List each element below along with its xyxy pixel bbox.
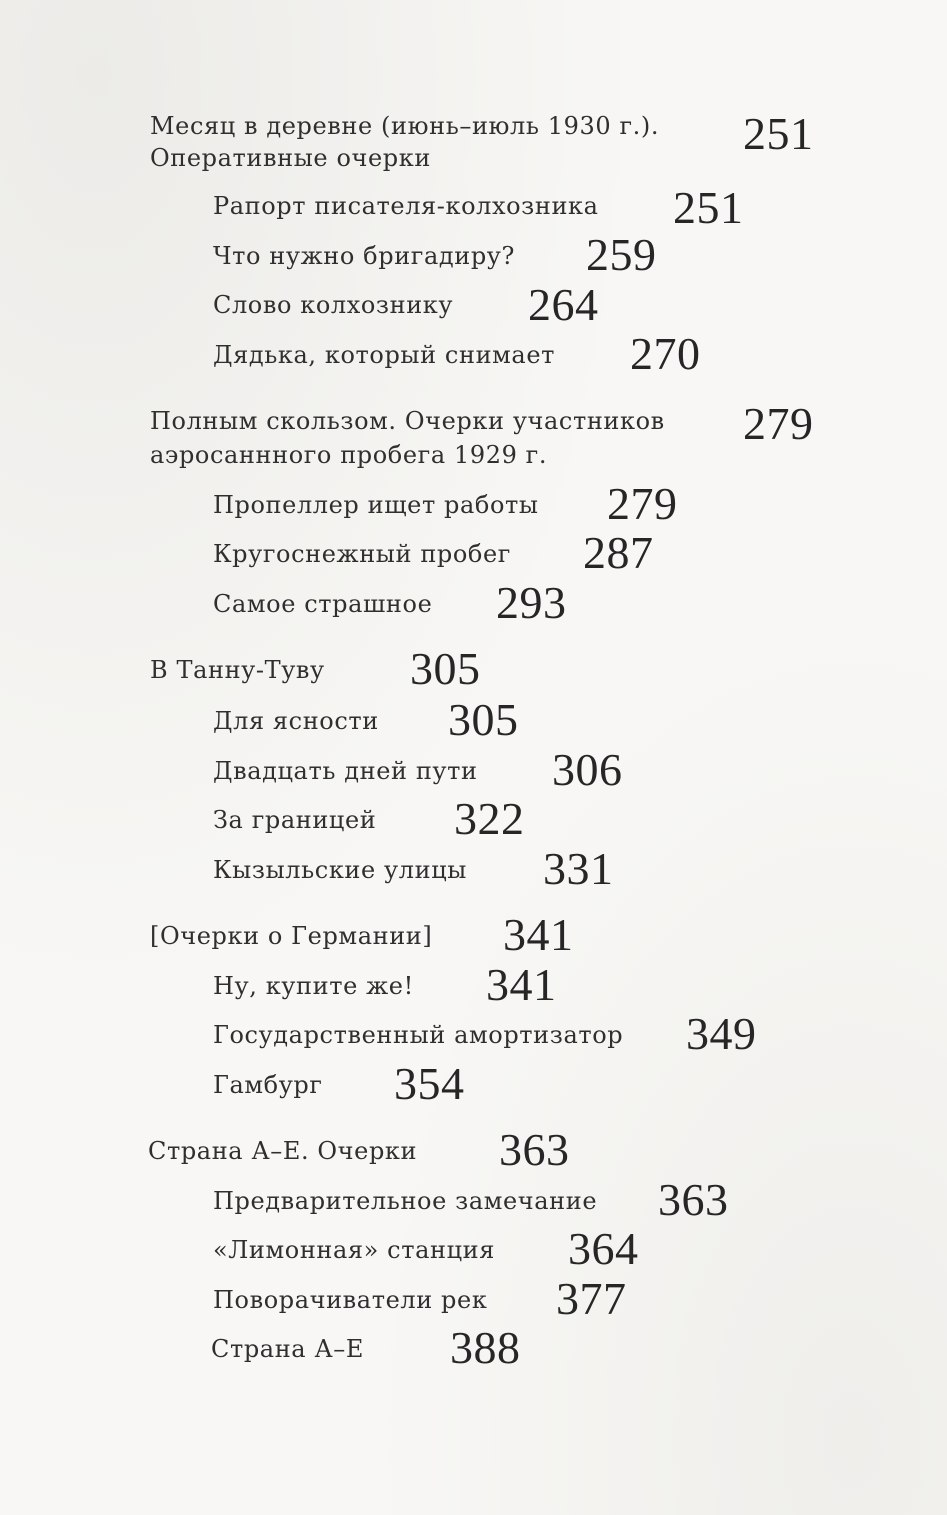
section-2-item-3-title: Самое страшное	[213, 590, 433, 618]
section-1-item-3-page: 264	[528, 279, 599, 330]
section-5-page-number: 363	[499, 1124, 570, 1175]
section-1-item-2-title: Что нужно бригадиру?	[213, 242, 515, 270]
section-5-item-1-page: 363	[658, 1174, 729, 1225]
section-2-item-1-title: Пропеллер ищет работы	[213, 491, 539, 519]
section-1-item-1-title: Рапорт писателя-колхозника	[213, 192, 599, 220]
section-4-item-2-page: 349	[686, 1008, 757, 1059]
section-5-item-4-title: Страна А–Е	[211, 1335, 364, 1363]
section-3-title: В Танну-Туву	[150, 656, 325, 684]
section-5-item-2-page: 364	[568, 1223, 639, 1274]
section-3-page-number: 305	[410, 643, 481, 694]
section-4-title: [Очерки о Германии]	[150, 922, 433, 950]
section-3-item-2-title: Двадцать дней пути	[213, 757, 478, 785]
section-4-item-3-title: Гамбург	[213, 1071, 323, 1099]
section-4-item-3-page: 354	[394, 1058, 465, 1109]
section-1-page-number: 251	[743, 108, 814, 159]
section-3-item-4-page: 331	[543, 843, 614, 894]
section-1-item-3-title: Слово колхознику	[213, 291, 454, 319]
section-3-item-4-title: Кызыльские улицы	[213, 856, 467, 884]
section-1-item-1-page: 251	[673, 182, 744, 233]
section-3-item-2-page: 306	[552, 744, 623, 795]
section-5-item-1-title: Предварительное замечание	[213, 1187, 598, 1215]
section-1-title-line-2: Оперативные очерки	[150, 144, 431, 172]
section-3-item-1-page: 305	[448, 694, 519, 745]
section-5-title: Страна А–Е. Очерки	[148, 1137, 418, 1165]
section-4-page-number: 341	[503, 909, 574, 960]
section-2-item-2-title: Кругоснежный пробег	[213, 540, 511, 568]
section-2-title-line-1: Полным скользом. Очерки участников	[150, 407, 665, 435]
section-1-item-4-title: Дядька, который снимает	[213, 341, 556, 369]
section-2-page-number: 279	[743, 398, 814, 449]
section-5-item-3-title: Поворачиватели рек	[213, 1286, 488, 1314]
section-5-item-3-page: 377	[556, 1273, 627, 1324]
section-5-item-2-title: «Лимонная» станция	[213, 1236, 495, 1264]
section-3-item-3-title: За границей	[213, 806, 377, 834]
section-5-item-4-page: 388	[450, 1322, 521, 1373]
section-4-item-2-title: Государственный амортизатор	[213, 1021, 624, 1049]
section-1-title-line-1: Месяц в деревне (июнь–июль 1930 г.).	[150, 112, 660, 140]
section-4-item-1-title: Ну, купите же!	[213, 972, 414, 1000]
section-2-item-1-page: 279	[607, 478, 678, 529]
section-2-item-2-page: 287	[583, 527, 654, 578]
section-3-item-1-title: Для ясности	[213, 707, 379, 735]
section-4-item-1-page: 341	[486, 959, 557, 1010]
section-3-item-3-page: 322	[454, 793, 525, 844]
section-1-item-2-page: 259	[586, 229, 657, 280]
section-2-title-line-2: аэросаннного пробега 1929 г.	[150, 441, 548, 469]
section-2-item-3-page: 293	[496, 577, 567, 628]
section-1-item-4-page: 270	[630, 328, 701, 379]
